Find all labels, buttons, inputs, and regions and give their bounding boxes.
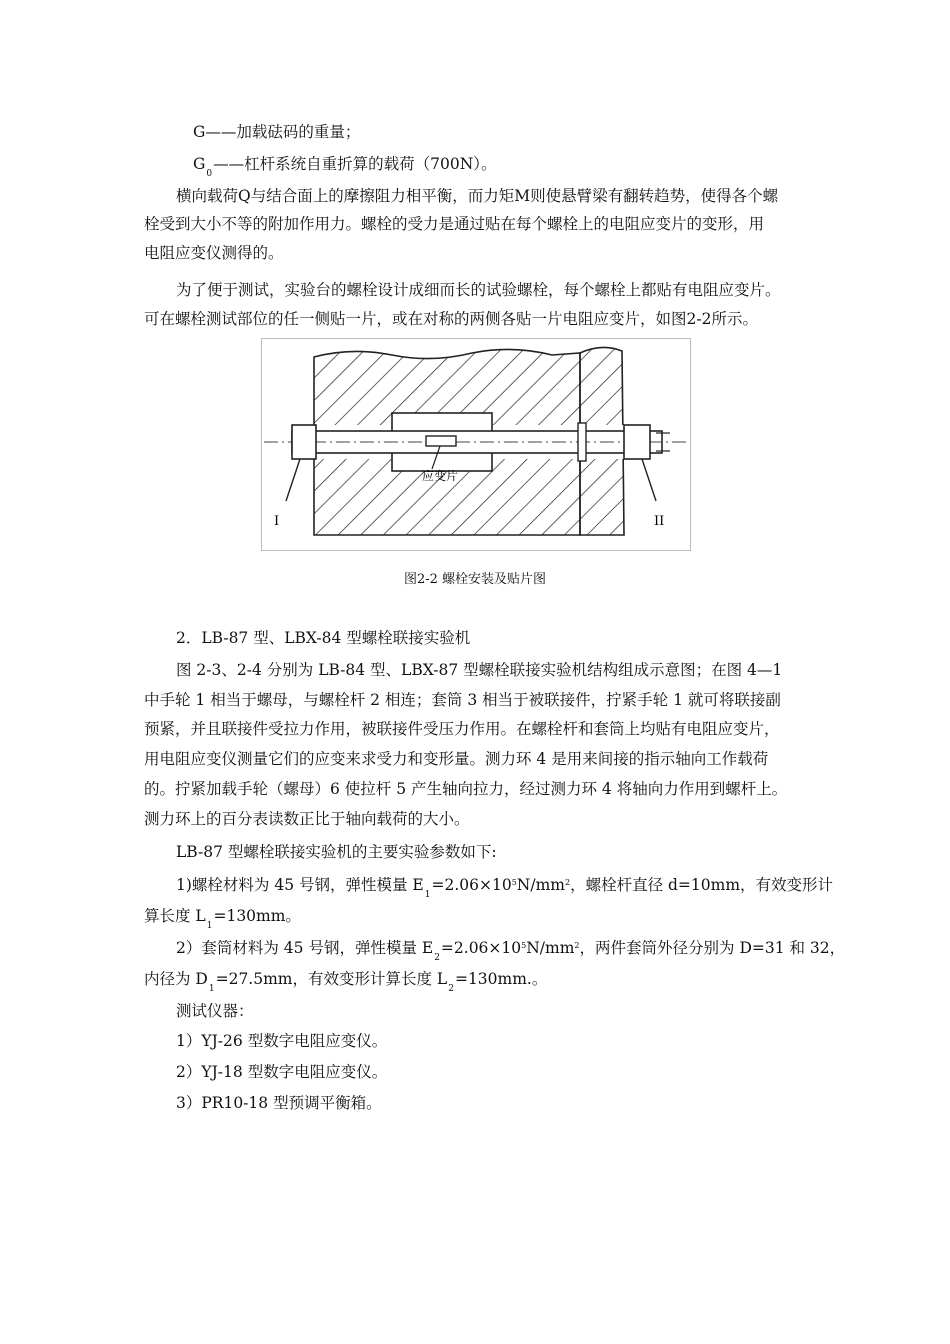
text-line: 可在螺栓测试部位的任一侧贴一片，或在对称的两侧各贴一片电阻应变片，如图2-2所示。	[144, 310, 758, 328]
bolt-installation-figure	[261, 338, 691, 551]
text-line: LB-87 型螺栓联接实验机的主要实验参数如下:	[176, 843, 497, 861]
text-span: =130mm.。	[454, 970, 548, 988]
text-span: 1)螺栓材料为 45 号钢，弹性模量 E	[176, 876, 424, 894]
instrument-item: 2）YJ-18 型数字电阻应变仪。	[176, 1063, 388, 1081]
text-line: 中手轮 1 相当于螺母，与螺栓杆 2 相连；套筒 3 相当于被联接件，拧紧手轮 1 就可将联接副	[144, 691, 781, 709]
subscript: 1	[424, 890, 431, 900]
subscript: 0	[206, 169, 213, 179]
param-line	[144, 969, 547, 992]
right-nut	[624, 425, 650, 459]
param-line	[176, 938, 845, 961]
text-span: =2.06×10	[431, 876, 512, 894]
text-line: 预紧，并且联接件受拉力作用，被联接件受压力作用。在螺栓杆和套筒上均贴有电阻应变片，	[144, 720, 780, 738]
text-span: N/mm	[516, 876, 565, 894]
subscript: 2	[434, 953, 440, 963]
bolt-diagram	[262, 339, 690, 550]
strain-gauge-label: 应变片	[422, 469, 459, 483]
superscript: 2	[574, 941, 580, 950]
text-line: 为了便于测试，实验台的螺栓设计成细而长的试验螺栓，每个螺栓上都贴有电阻应变片。	[176, 281, 781, 299]
text-line: G——加载砝码的重量；	[193, 123, 361, 141]
text-line: 图 2-3、2-4 分别为 LB-84 型、LBX-87 型螺栓联接实验机结构组成示意图；在图 4—1	[176, 661, 783, 679]
label-ii: II	[654, 514, 665, 529]
text-span: ，螺栓杆直径 d=10mm，有效变形计	[570, 876, 834, 894]
text-line: 用电阻应变仪测量它们的应变来求受力和变形量。测力环 4 是用来间接的指示轴向工作载荷	[144, 750, 769, 768]
washer	[578, 423, 586, 461]
superscript: 5	[521, 941, 527, 950]
symbol-g: G	[193, 155, 206, 173]
text-span: =27.5mm，有效变形计算长度 L	[215, 970, 448, 988]
text-span: ——杠杆系统自重折算的载荷（700N）。	[213, 155, 497, 173]
text-line: 横向载荷Q与结合面上的摩擦阻力相平衡，而力矩M则使悬臂梁有翻转趋势，使得各个螺	[176, 187, 779, 205]
text-span: 算长度 L	[144, 907, 206, 925]
text-line: 测力环上的百分表读数正比于轴向载荷的大小。	[144, 810, 470, 828]
subscript: 1	[206, 921, 213, 931]
strain-gauge	[426, 436, 456, 446]
label-i: I	[274, 514, 280, 529]
param-line	[176, 875, 833, 898]
subscript: 1	[208, 984, 215, 994]
text-line: 栓受到大小不等的附加作用力。螺栓的受力是通过贴在每个螺栓上的电阻应变片的变形，用	[144, 215, 765, 233]
instrument-item: 3）PR10-18 型预调平衡箱。	[176, 1094, 382, 1112]
text-line	[193, 154, 497, 177]
text-span: 内径为 D	[144, 970, 208, 988]
param-line	[144, 906, 301, 929]
superscript: 2	[564, 878, 571, 887]
text-span: ，两件套筒外径分别为 D=31 和 32，	[579, 939, 846, 957]
text-line: 电阻应变仪测得的。	[144, 244, 284, 262]
text-span: =130mm。	[213, 907, 301, 925]
superscript: 5	[511, 878, 517, 887]
section-heading: 2．LB-87 型、LBX-84 型螺栓联接实验机	[176, 629, 471, 647]
figure-caption: 图2-2 螺栓安装及贴片图	[403, 572, 547, 587]
text-line: 的。拧紧加载手轮（螺母）6 使拉杆 5 产生轴向拉力，经过测力环 4 将轴向力作用到螺杆上。	[144, 780, 788, 798]
subscript: 2	[448, 984, 454, 994]
text-span: =2.06×10	[440, 939, 522, 957]
instruments-title: 测试仪器：	[176, 1002, 254, 1020]
instrument-item: 1）YJ-26 型数字电阻应变仪。	[176, 1032, 388, 1050]
left-nut	[292, 425, 316, 459]
text-span: 2）套筒材料为 45 号钢，弹性模量 E	[176, 939, 434, 957]
text-span: N/mm	[526, 939, 575, 957]
